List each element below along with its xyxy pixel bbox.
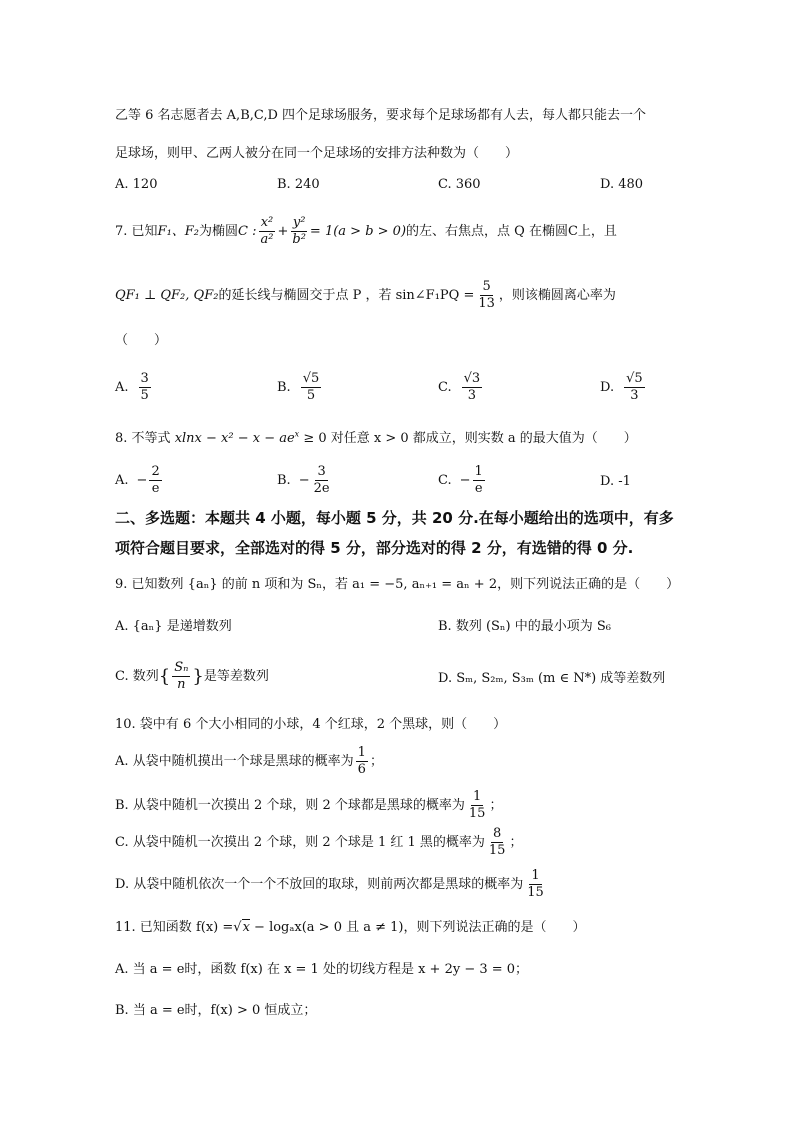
q7-line2 <box>115 279 616 312</box>
q7-text1: 为椭圆 <box>199 223 239 239</box>
q6-option-b: B. 240 <box>277 177 320 192</box>
q7-condition: QF₁ ⊥ QF₂, QF₂ <box>115 287 219 303</box>
q8-expression: xlnx − x² − x − ae <box>174 431 295 446</box>
q9-stem: 9. 已知数列 {aₙ} 的前 n 项和为 Sₙ，若 a₁ = −5, aₙ₊₁ = aₙ + 2，则下列说法正确的是（ ） <box>115 577 680 592</box>
q6-option-d: D. 480 <box>600 177 644 192</box>
q7-text3: 的延长线与椭圆交于点 P ，若 sin∠F₁PQ = <box>218 287 475 303</box>
q6-line1: 乙等 6 名志愿者去 A,B,C,D 四个足球场服务，要求每个足球场都有人去，每人都只能去一个 <box>115 108 647 123</box>
q7-text2: 的左、右焦点，点 Q 在椭圆C上，且 <box>406 223 617 239</box>
q10-option-d: D. 从袋中随机依次一个一个不放回的取球，则前两次都是黑球的概率为 $\frac{1}{15}$ <box>115 868 544 900</box>
q7-option-a: A. $\frac{3}{5}$ <box>115 371 149 403</box>
q11-option-a: A. 当 a = e时，函数 f(x) 在 x = 1 处的切线方程是 x + 2y − 3 = 0； <box>115 962 529 977</box>
q11-option-b: B. 当 a = e时，f(x) > 0 恒成立； <box>115 1003 317 1018</box>
q8-option-b: B. − $\frac{3}{2e}$ <box>277 464 330 496</box>
q11-stem: 11. 已知函数 f(x) =√x − logₐx(a > 0 且 a ≠ 1)，则下列说法正确的是（ ） <box>115 920 586 935</box>
q7-text4: ，则该椭圆离心率为 <box>498 287 616 303</box>
q8-text1: 8. 不等式 <box>115 431 171 446</box>
q10-option-a: A. 从袋中随机摸出一个球是黑球的概率为 $\frac{1}{6}$ ； <box>115 745 383 777</box>
q10-option-b: B. 从袋中随机一次摸出 2 个球，则 2 个球都是黑球的概率为 $\frac{1}{15}$ ； <box>115 789 503 821</box>
q7-line1: 7. 已知 F₁、F₂ 为椭圆 C : $\frac{\text{x²}}{\text{a²}}$ + $\frac{\text{y²}}{\text{b²}}$ = 1(a > b > 0) 的左、右焦点，点 Q 在椭圆C上，且 <box>115 215 617 247</box>
q8-option-a: A. − $\frac{2}{e}$ <box>115 464 160 496</box>
q7-paren: （ ） <box>115 333 168 348</box>
q7-frac-x: $\frac{\text{x²}}{\text{a²}}$ <box>260 215 274 247</box>
q9-option-a: A. {aₙ} 是递增数列 <box>115 619 232 634</box>
q6-option-c: C. 360 <box>438 177 481 192</box>
q6-line2: 足球场，则甲、乙两人被分在同一个足球场的安排方法种数为（ ） <box>115 146 519 161</box>
q7-option-c: C. $\frac{√3}{3}$ <box>438 371 481 403</box>
q7-frac-y: $\frac{\text{y²}}{\text{b²}}$ <box>292 215 306 247</box>
q7-equation-rhs: = 1(a > b > 0) <box>309 223 407 239</box>
q7-option-d: D. $\frac{√5}{3}$ <box>600 371 643 403</box>
q7-number: 7. 已知 <box>115 223 158 239</box>
q9-option-c: C. 数列 { $\frac{\text{Sₙ}}{n}$ } 是等差数列 <box>115 660 269 692</box>
q8-option-d: D. -1 <box>600 474 631 489</box>
q7-frac-sin: $\frac{5}{13}$ <box>478 279 495 311</box>
section2-heading-line2: 项符合题目要求，全部选对的得 5 分，部分选对的得 2 分，有选错的得 0 分. <box>115 539 634 557</box>
q8-text2: ≥ 0 对任意 x > 0 都成立，则实数 a 的最大值为（ ） <box>303 431 637 446</box>
q10-option-c: C. 从袋中随机一次摸出 2 个球，则 2 个球是 1 红 1 黑的概率为 $\frac{8}{15}$ ； <box>115 826 523 858</box>
q6-option-a: A. 120 <box>115 177 158 192</box>
q7-option-b: B. $\frac{√5}{5}$ <box>277 371 320 403</box>
q9-option-b: B. 数列 (Sₙ) 中的最小项为 S₆ <box>438 619 612 634</box>
q10-stem: 10. 袋中有 6 个大小相同的小球，4 个红球，2 个黑球，则（ ） <box>115 717 507 732</box>
q7-foci: F₁、F₂ <box>157 223 200 239</box>
q8-line: 8. 不等式 $xlnx - x^2 - x - ae^x \ge 0$ 对任意 x > 0 都成立，则实数 a 的最大值为（ ） <box>115 429 637 446</box>
q9-option-d: D. Sₘ, S₂ₘ, S₃ₘ (m ∈ N*) 成等差数列 <box>438 671 666 686</box>
section2-heading-line1: 二、多选题：本题共 4 小题，每小题 5 分，共 20 分.在每小题给出的选项中，有多 <box>115 509 674 527</box>
q8-option-c: C. − $\frac{1}{e}$ <box>438 464 483 496</box>
q7-ellipse-label: C : <box>238 223 257 239</box>
